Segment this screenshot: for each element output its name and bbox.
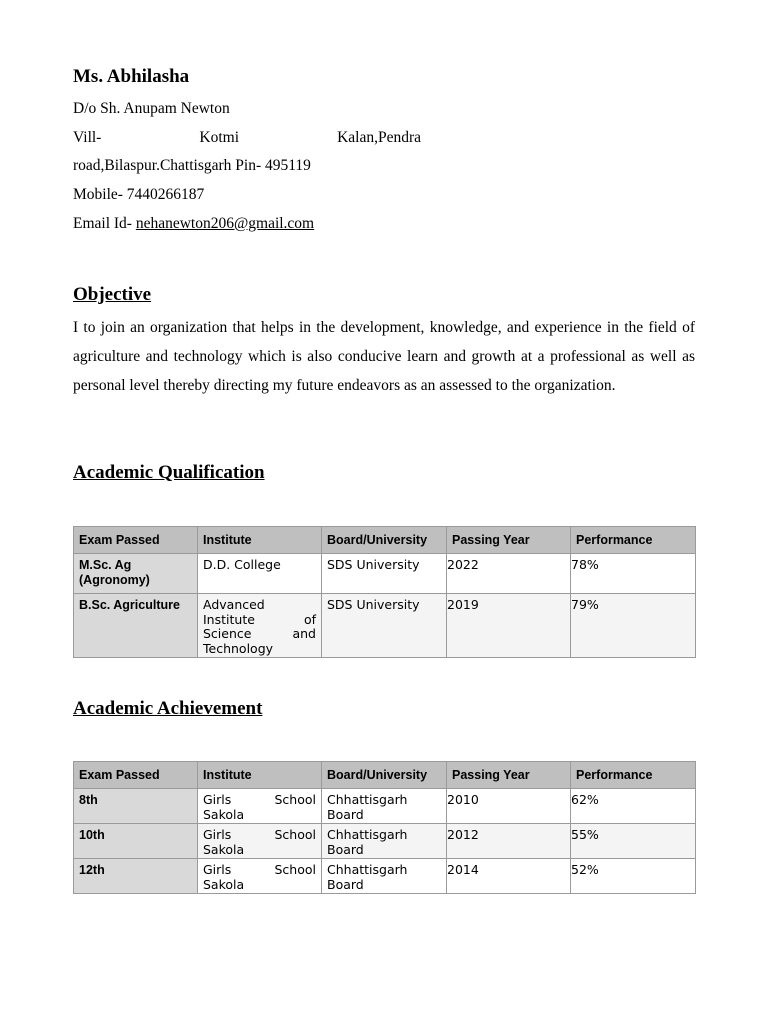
column-header: Exam Passed: [74, 527, 198, 554]
table-cell: Chhattisgarh Board: [322, 859, 447, 894]
column-header: Board/University: [322, 527, 447, 554]
address-part-kalan: Kalan,Pendra: [337, 129, 421, 146]
table-cell: Chhattisgarh Board: [322, 824, 447, 859]
address-part-kotmi: Kotmi: [199, 129, 240, 146]
table-cell: M.Sc. Ag (Agronomy): [74, 554, 198, 594]
parent-line: D/o Sh. Anupam Newton: [73, 100, 230, 117]
table-header-row: [74, 527, 696, 554]
table-cell: 10th: [74, 824, 198, 859]
table-cell: 2022: [447, 554, 571, 594]
table-row: [74, 594, 696, 658]
table-cell: Chhattisgarh Board: [322, 789, 447, 824]
objective-title: Objective: [73, 284, 152, 305]
email-label: Email Id-: [73, 215, 136, 232]
column-header: Performance: [571, 527, 696, 554]
table-cell: Girls School Sakola: [198, 824, 322, 859]
table-cell: 2010: [447, 789, 571, 824]
email-line: [73, 215, 314, 233]
academic-achievement-title: Academic Achievement: [73, 698, 263, 719]
table-row: [74, 824, 696, 859]
table-cell: 55%: [571, 824, 696, 859]
objective-text: I to join an organization that helps in the development, knowledge, and experience in the field of agriculture and technology which is also conducive learn and growth at a professional as well as personal level thereby directing my future endeavors as an assessed to the organization.: [73, 319, 695, 394]
column-header: Exam Passed: [74, 762, 198, 789]
table-cell: 8th: [74, 789, 198, 824]
candidate-name: Ms. Abhilasha: [73, 66, 190, 87]
academic-achievement-table: [73, 761, 696, 894]
table-row: [74, 554, 696, 594]
column-header: Institute: [198, 527, 322, 554]
table-cell: 79%: [571, 594, 696, 658]
table-cell: D.D. College: [198, 554, 322, 594]
table-cell: 12th: [74, 859, 198, 894]
column-header: Board/University: [322, 762, 447, 789]
table-cell: B.Sc. Agriculture: [74, 594, 198, 658]
academic-qualification-table: [73, 526, 696, 658]
mobile-line: Mobile- 7440266187: [73, 186, 205, 203]
table-cell: 2019: [447, 594, 571, 658]
table-cell: 2012: [447, 824, 571, 859]
column-header: Passing Year: [447, 762, 571, 789]
table-cell: 52%: [571, 859, 696, 894]
column-header: Performance: [571, 762, 696, 789]
email-link[interactable]: nehanewton206@gmail.com: [135, 215, 315, 232]
table-row: [74, 859, 696, 894]
column-header: Institute: [198, 762, 322, 789]
table-cell: Advanced Institute of Science and Technology: [198, 594, 322, 658]
address-part-village: Vill-: [73, 129, 102, 146]
table-row: [74, 789, 696, 824]
address-line-2: road,Bilaspur.Chattisgarh Pin- 495119: [73, 157, 311, 174]
address-line-1: [73, 129, 421, 147]
column-header: Passing Year: [447, 527, 571, 554]
table-cell: 62%: [571, 789, 696, 824]
table-cell: Girls School Sakola: [198, 859, 322, 894]
table-header-row: [74, 762, 696, 789]
table-cell: 2014: [447, 859, 571, 894]
academic-qualification-title: Academic Qualification: [73, 462, 265, 483]
table-cell: SDS University: [322, 554, 447, 594]
table-cell: 78%: [571, 554, 696, 594]
table-cell: SDS University: [322, 594, 447, 658]
table-cell: Girls School Sakola: [198, 789, 322, 824]
